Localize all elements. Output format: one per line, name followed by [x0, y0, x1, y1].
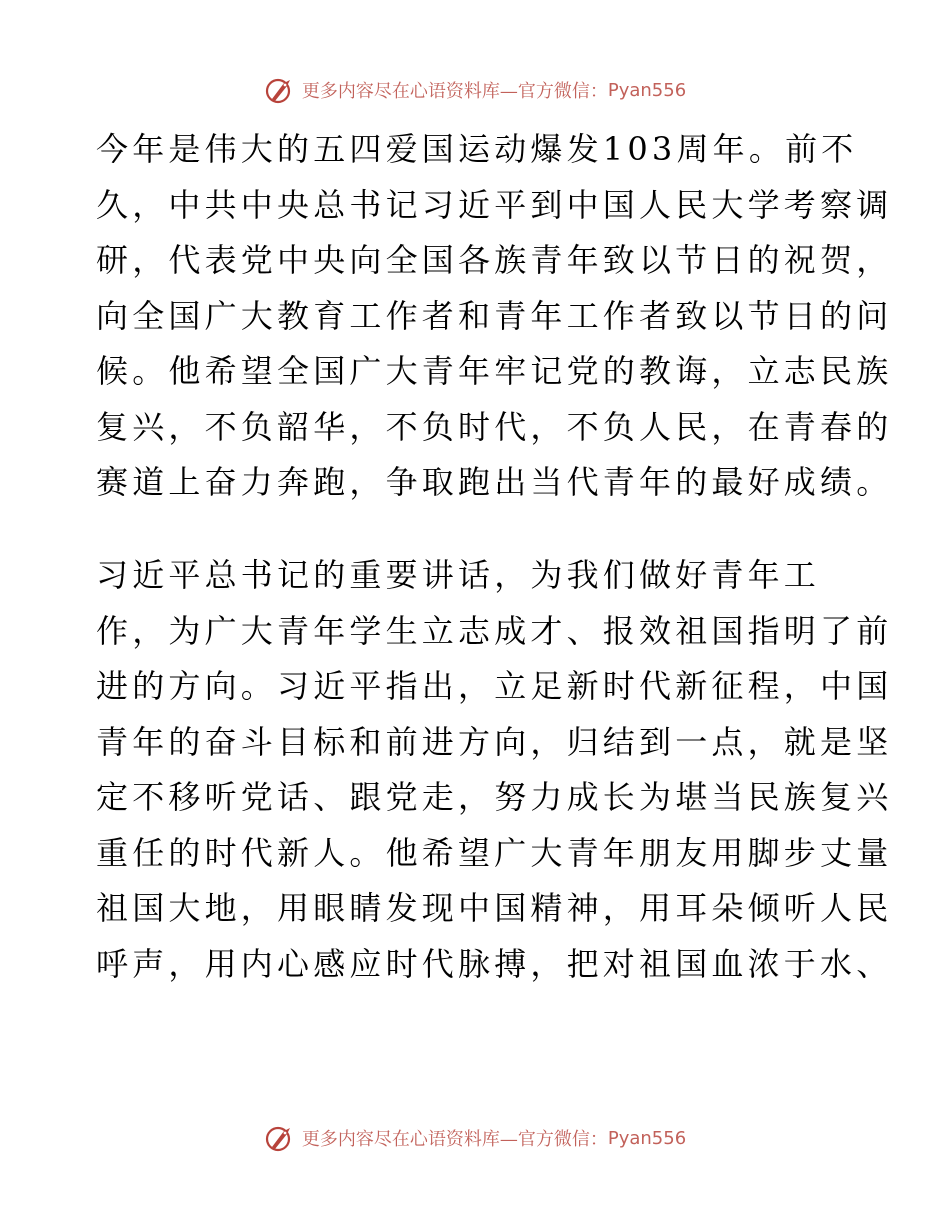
text-line: 复兴，不负韶华，不负时代，不负人民，在青春的: [96, 407, 893, 446]
watermark-wechat-id: Pyan556: [607, 1127, 687, 1149]
text-line: 祖国大地，用眼睛发现中国精神，用耳朵倾听人民: [96, 889, 893, 927]
text-line: 定不移听党话、跟党走，努力成长为堪当民族复兴: [96, 778, 893, 816]
paragraph-2: [96, 548, 893, 992]
text-line: 今年是伟大的五四爱国运动爆发103周年。前不: [96, 130, 858, 168]
text-line: 呼声，用内心感应时代脉搏，把对祖国血浓于水、: [96, 944, 893, 983]
footer-watermark: [0, 1118, 950, 1158]
text-line: 研，代表党中央向全国各族青年致以节日的祝贺，: [96, 241, 893, 279]
pen-nib-logo-icon: [264, 74, 296, 106]
watermark-text: 更多内容尽在心语资料库—官方微信：: [301, 1129, 608, 1150]
text-line: 赛道上奋力奔跑，争取跑出当代青年的最好成绩。: [96, 463, 893, 501]
text-line: 向全国广大教育工作者和青年工作者致以节日的问: [96, 296, 893, 335]
text-line: 青年的奋斗目标和前进方向，归结到一点，就是坚: [96, 722, 893, 761]
text-line: 习近平总书记的重要讲话，为我们做好青年工: [96, 556, 821, 594]
text-line: 重任的时代新人。他希望广大青年朋友用脚步丈量: [96, 833, 893, 872]
text-line: 久，中共中央总书记习近平到中国人民大学考察调: [96, 185, 893, 224]
text-line: 进的方向。习近平指出，立足新时代新征程，中国: [96, 667, 893, 705]
pen-nib-logo-icon: [264, 1122, 296, 1154]
watermark-wechat-id: Pyan556: [607, 79, 687, 101]
text-line: 作，为广大青年学生立志成才、报效祖国指明了前: [96, 611, 893, 650]
paragraph-1: [96, 122, 893, 511]
watermark-text: 更多内容尽在心语资料库—官方微信：: [301, 81, 608, 102]
text-line: 候。他希望全国广大青年牢记党的教诲，立志民族: [96, 352, 893, 390]
header-watermark: [0, 70, 950, 110]
